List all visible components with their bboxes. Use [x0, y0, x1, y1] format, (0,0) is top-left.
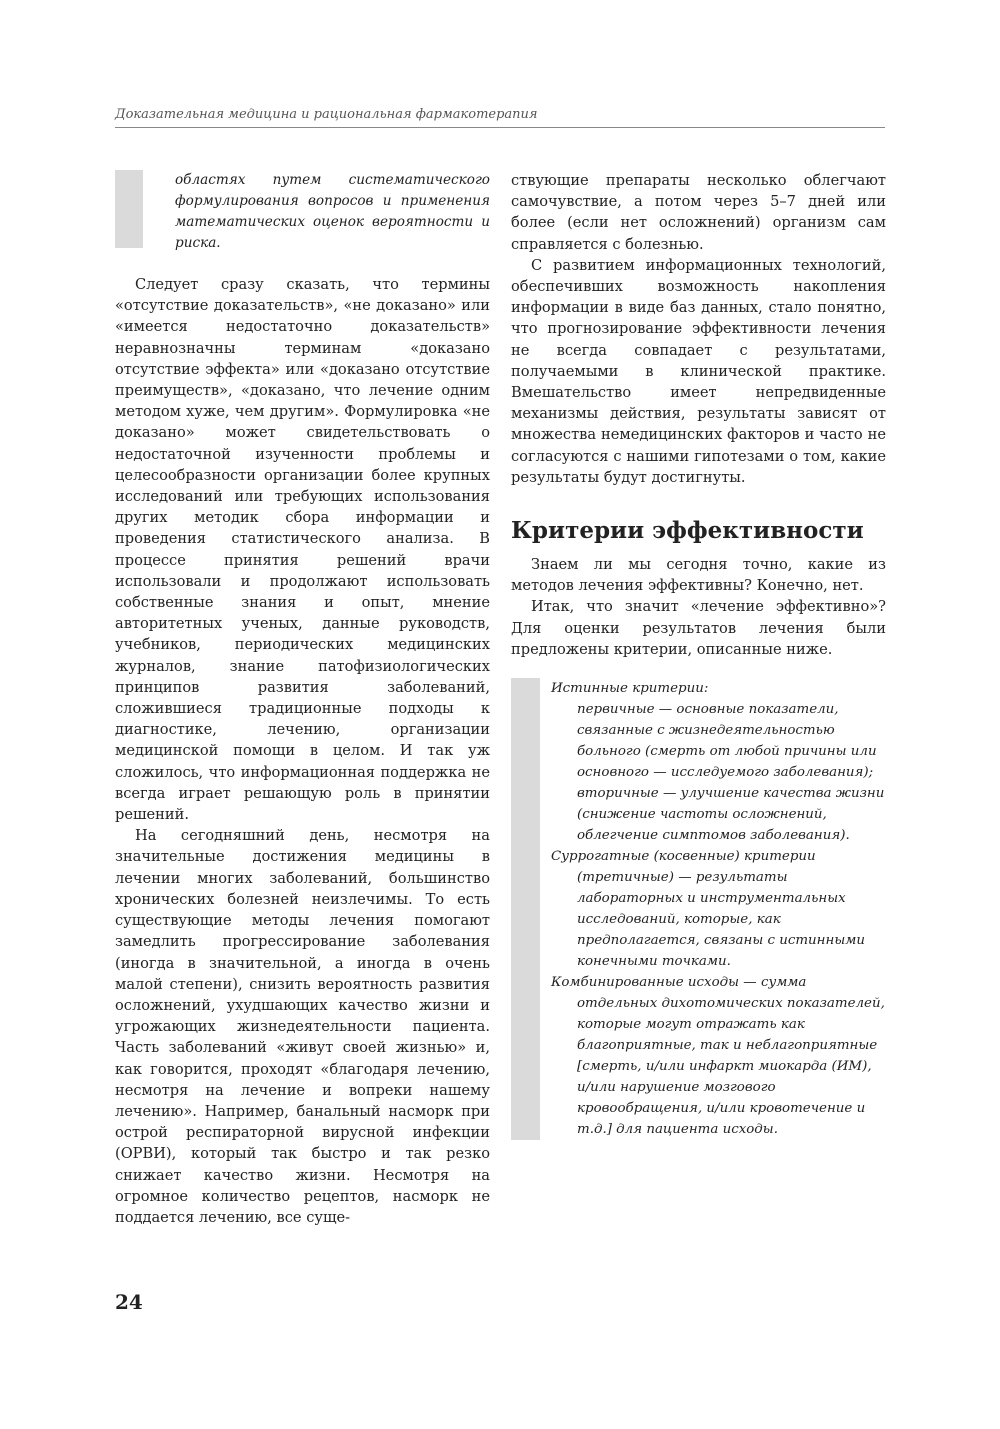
paragraph: ствующие препараты несколько облегчают самочувствие, а потом через 5–7 дней или более (если нет осложнений) организм сам справляется с болезнью.: [511, 172, 886, 253]
paragraph: Знаем ли мы сегодня точно, какие из методов лечения эффективны? Конечно, нет.: [511, 556, 886, 595]
primary-criteria: первичные — основные показатели, связанные с жизнедеятельностью больного (смерть от любой причины или основного — исследуемого заболевания);: [577, 702, 877, 781]
paragraph: Следует сразу сказать, что термины «отсутствие доказательств», «не доказано» или «имеется недостаточно доказательств» неравнозначны терминам «доказано отсутствие эффекта» или «доказано отсутствие преимуществ», «доказано, что лечение одним методом хуже, чем другим». Формулировка «не доказано» может свидетельствовать о недостаточной изученности проблемы и целесообразности организации более крупных исследований или требующих использования других методик сбора информации и проведения статистического анализа. В процессе принятия решений врачи использовали и продолжают использовать собственные знания и опыт, мнение авторитетных ученых, данные руководств, учебников, периодических медицинских журналов, знание патофизиологических принципов развития заболеваний, сложившиеся традиционные подходы к диагностике, лечению, организации медицинской помощи в целом. И так уж сложилось, что информационная поддержка не всегда играет решающую роль в принятии решений.: [115, 276, 490, 824]
surrogate-criteria: Суррогатные (косвенные) критерии (третичные) — результаты лабораторных и инструментальных исследований, которые, как предполагается, связаны с истинными конечными точками.: [551, 849, 865, 970]
paragraph: Итак, что значит «лечение эффективно»? Для оценки результатов лечения были предложены критерии, описанные ниже.: [511, 598, 886, 658]
secondary-criteria: вторичные — улучшение качества жизни (снижение частоты осложнений, облегчение симптомов заболевания).: [577, 786, 885, 844]
header-rule: [115, 127, 885, 128]
combined-outcomes: Комбинированные исходы — сумма отдельных дихотомических показателей, которые могут отражать как благоприятные, так и неблагоприятные [смерть, и/или инфаркт миокарда (ИМ), и/или нарушение мозгового кровообращения, и/или кровотечение и т.д.] для пациента исходы.: [551, 975, 885, 1138]
paragraph: С развитием информационных технологий, обеспечивших возможность накопления информации в виде баз данных, стало понятно, что прогнозирование эффективности лечения не всегда совпадает с результатами, получаемыми в клинической практике. Вмешательство имеет непредвиденные механизмы действия, результаты зависят от множества немедицинских факторов и часто не согласуются с нашими гипотезами о том, какие результаты будут достигнуты.: [511, 256, 886, 486]
running-head: Доказательная медицина и рациональная фармакотерапия: [115, 107, 538, 122]
page-number: 24: [115, 1290, 143, 1314]
section-title: Критерии эффективности: [511, 517, 864, 545]
right-column: [511, 170, 886, 1140]
left-column: [115, 170, 490, 1228]
quote-bar: [115, 170, 143, 248]
criteria-bar: [511, 678, 540, 1140]
quote-box: [115, 170, 490, 254]
paragraph: На сегодняшний день, несмотря на значительные достижения медицины в лечении многих заболеваний, большинство хронических болезней неизлечимы. То есть существующие методы лечения помогают замедлить прогрессирование заболевания (иногда в значительной, а иногда в очень малой степени), снизить вероятность развития осложнений, ухудшающих качество жизни и угрожающих жизнедеятельности пациента. Часть заболеваний «живут своей жизнью» и, как говорится, проходят «благодаря лечению, несмотря на лечение и вопреки нашему лечению». Например, банальный насморк при острой респираторной вирусной инфекции (ОРВИ), который так быстро и так резко снижает качество жизни. Несмотря на огромное количество рецептов, насморк не поддается лечению, все суще-: [115, 827, 490, 1226]
true-criteria-label: Истинные критерии:: [551, 681, 709, 697]
criteria-box: [511, 678, 886, 1140]
quote-text: областях путем систематического формулирования вопросов и применения математических оценок вероятности и риска.: [175, 172, 490, 251]
